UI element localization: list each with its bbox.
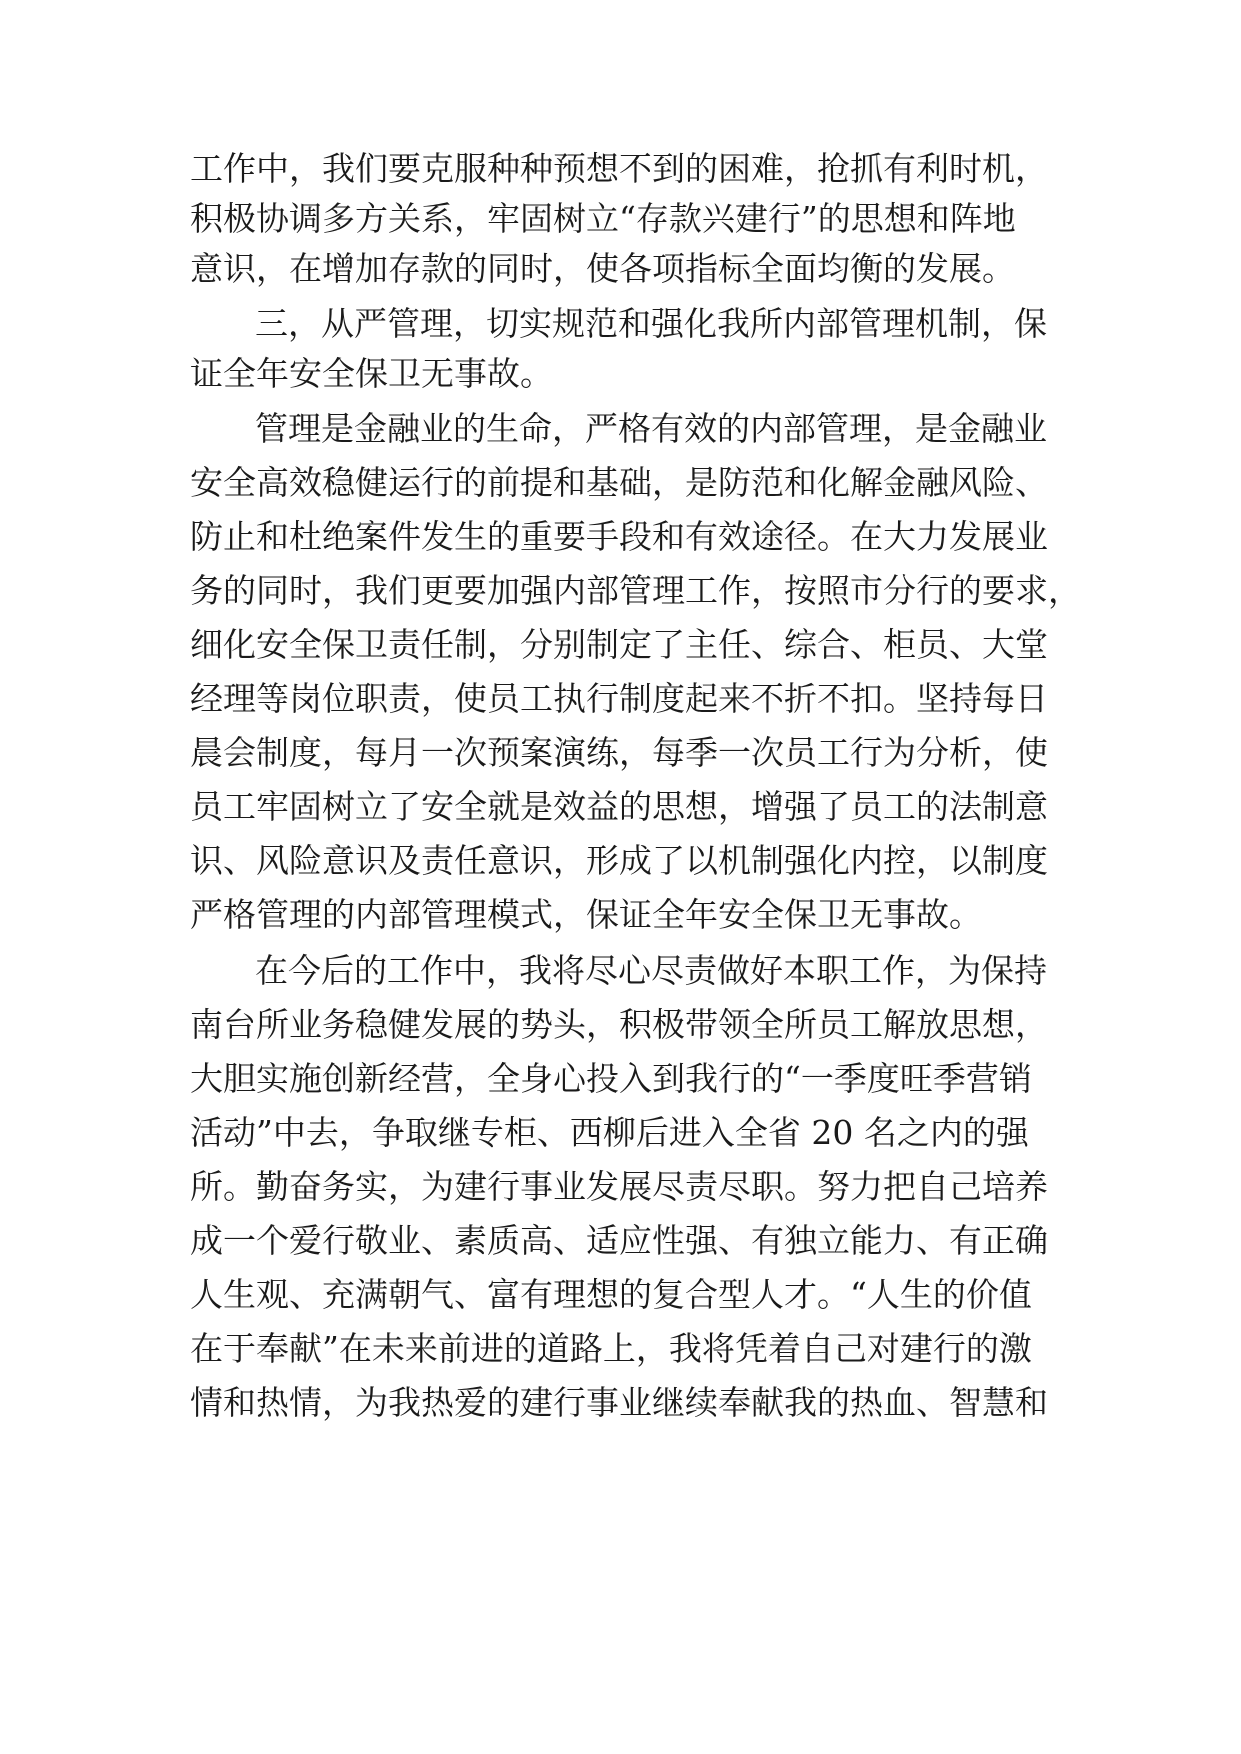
text-line: 所。勤奋务实，为建行事业发展尽责尽职。努力把自己培养 [190, 1167, 1048, 1206]
section-heading-line: 证全年安全保卫无事故。 [190, 354, 553, 393]
text-line: 情和热情，为我热爱的建行事业继续奉献我的热血、智慧和 [190, 1383, 1048, 1422]
text-line: 严格管理的内部管理模式，保证全年安全保卫无事故。 [190, 895, 982, 934]
text-line: 晨会制度，每月一次预案演练，每季一次员工行为分析，使 [190, 733, 1048, 772]
text-line: 大胆实施创新经营，全身心投入到我行的“一季度旺季营销 [190, 1059, 1032, 1098]
text-line: 细化安全保卫责任制，分别制定了主任、综合、柜员、大堂 [190, 625, 1048, 664]
section-heading-line: 三，从严管理，切实规范和强化我所内部管理机制，保 [255, 304, 1047, 343]
text-line: 务的同时，我们更要加强内部管理工作，按照市分行的要求， [190, 571, 1081, 610]
text-line: 在于奉献”在未来前进的道路上，我将凭着自己对建行的激 [190, 1329, 1032, 1368]
text-line: 经理等岗位职责，使员工执行制度起来不折不扣。坚持每日 [190, 679, 1048, 718]
text-line: 南台所业务稳健发展的势头，积极带领全所员工解放思想， [190, 1005, 1048, 1044]
text-line: 工作中，我们要克服种种预想不到的困难，抢抓有利时机， [190, 149, 1048, 188]
text-line: 成一个爱行敬业、素质高、适应性强、有独立能力、有正确 [190, 1221, 1048, 1260]
text-line: 识、风险意识及责任意识，形成了以机制强化内控，以制度 [190, 841, 1048, 880]
text-line: 员工牢固树立了安全就是效益的思想，增强了员工的法制意 [190, 787, 1048, 826]
text-line: 意识，在增加存款的同时，使各项指标全面均衡的发展。 [190, 249, 1015, 288]
text-line: 安全高效稳健运行的前提和基础，是防范和化解金融风险、 [190, 463, 1048, 502]
text-line: 防止和杜绝案件发生的重要手段和有效途径。在大力发展业 [190, 517, 1048, 556]
text-line: 在今后的工作中，我将尽心尽责做好本职工作，为保持 [255, 951, 1047, 990]
text-line: 活动”中去，争取继专柜、西柳后进入全省 20 名之内的强 [190, 1113, 1029, 1152]
text-line: 积极协调多方关系，牢固树立“存款兴建行”的思想和阵地 [190, 199, 1016, 238]
text-line: 人生观、充满朝气、富有理想的复合型人才。“人生的价值 [190, 1275, 1032, 1314]
text-line: 管理是金融业的生命，严格有效的内部管理，是金融业 [255, 409, 1047, 448]
